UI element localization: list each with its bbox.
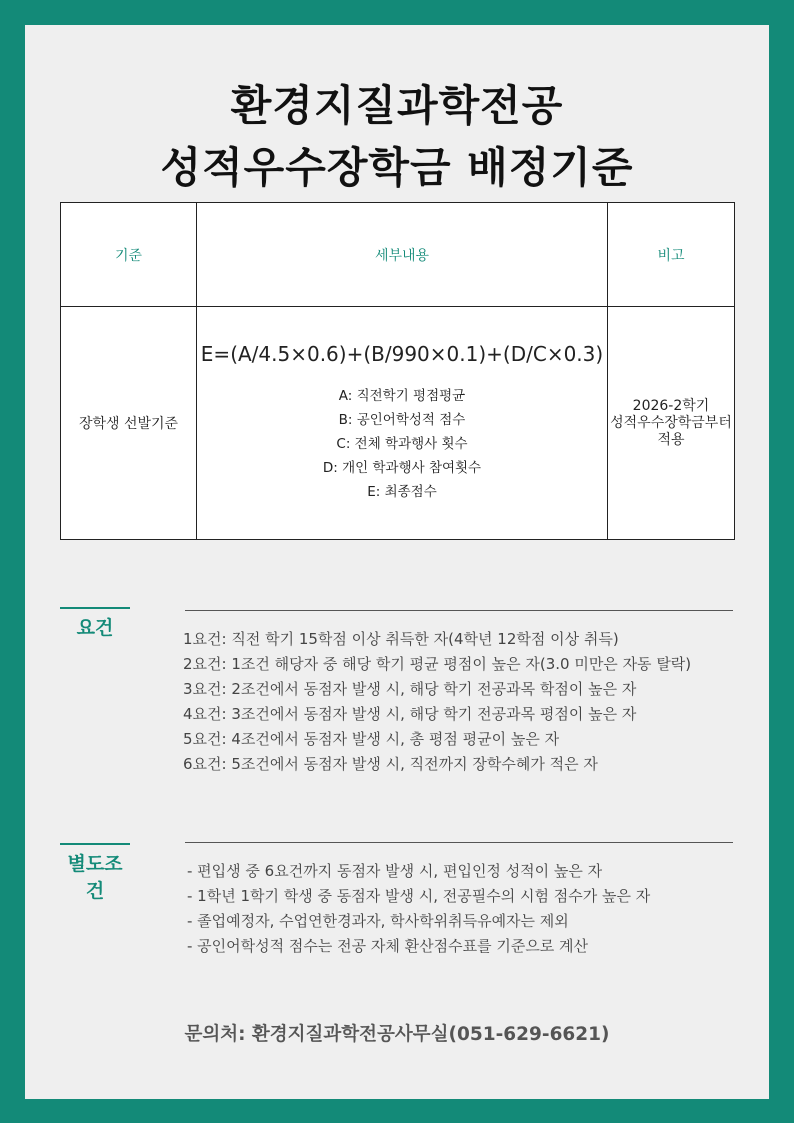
list-item: 1요건: 직전 학기 15학점 이상 취득한 자(4학년 12학점 이상 취득)	[183, 630, 619, 648]
note-line: 2026-2학기	[632, 397, 710, 414]
special-divider	[185, 842, 733, 843]
variable-item: B: 공인어학성적 점수	[338, 412, 466, 428]
list-item: 2요건: 1조건 해당자 중 해당 학기 평균 평점이 높은 자(3.0 미만은 자동 탈락)	[183, 655, 692, 673]
list-item: - 공인어학성적 점수는 전공 자체 환산점수표를 기준으로 계산	[187, 937, 589, 955]
contact-info: 문의처: 환경지질과학전공사무실(051-629-6621)	[184, 1024, 610, 1045]
document-page	[25, 25, 769, 1099]
title-line-1: 환경지질과학전공	[230, 81, 564, 130]
page-title	[25, 75, 769, 199]
title-line-2: 성적우수장학금 배정기준	[160, 143, 634, 192]
note-line: 적용	[657, 431, 685, 448]
list-item: 6요건: 5조건에서 동점자 발생 시, 직전까지 장학수혜가 적은 자	[183, 755, 598, 773]
note-line: 성적우수장학금부터	[610, 414, 732, 431]
variable-item: E: 최종점수	[367, 484, 437, 500]
note-cell	[608, 307, 735, 540]
requirements-divider	[185, 610, 733, 611]
table-row	[61, 307, 735, 540]
list-item: - 1학년 1학기 학생 중 동점자 발생 시, 전공필수의 시험 점수가 높은 자	[187, 887, 651, 905]
requirements-heading: 요건	[60, 607, 130, 640]
variable-list	[197, 384, 607, 504]
list-item: - 편입생 중 6요건까지 동점자 발생 시, 편입인정 성적이 높은 자	[187, 862, 603, 880]
criterion-cell: 장학생 선발기준	[61, 307, 197, 540]
special-conditions-list	[187, 859, 650, 959]
list-item: 4요건: 3조건에서 동점자 발생 시, 해당 학기 전공과목 평점이 높은 자	[183, 705, 637, 723]
header-details: 세부내용	[197, 203, 608, 307]
table-header-row	[61, 203, 735, 307]
special-conditions-heading: 별도조건	[60, 843, 130, 903]
header-criterion: 기준	[61, 203, 197, 307]
variable-item: C: 전체 학과행사 횟수	[336, 436, 468, 452]
requirements-list	[183, 627, 691, 777]
list-item: - 졸업예정자, 수업연한경과자, 학사학위취득유예자는 제외	[187, 912, 569, 930]
list-item: 5요건: 4조건에서 동점자 발생 시, 총 평점 평균이 높은 자	[183, 730, 560, 748]
variable-item: A: 직전학기 평점평균	[338, 388, 466, 404]
score-formula: E=(A/4.5×0.6)+(B/990×0.1)+(D/C×0.3)	[200, 342, 604, 366]
variable-item: D: 개인 학과행사 참여횟수	[322, 460, 482, 476]
criteria-table	[60, 202, 735, 540]
details-cell	[197, 307, 608, 540]
list-item: 3요건: 2조건에서 동점자 발생 시, 해당 학기 전공과목 학점이 높은 자	[183, 680, 637, 698]
header-note: 비고	[608, 203, 735, 307]
